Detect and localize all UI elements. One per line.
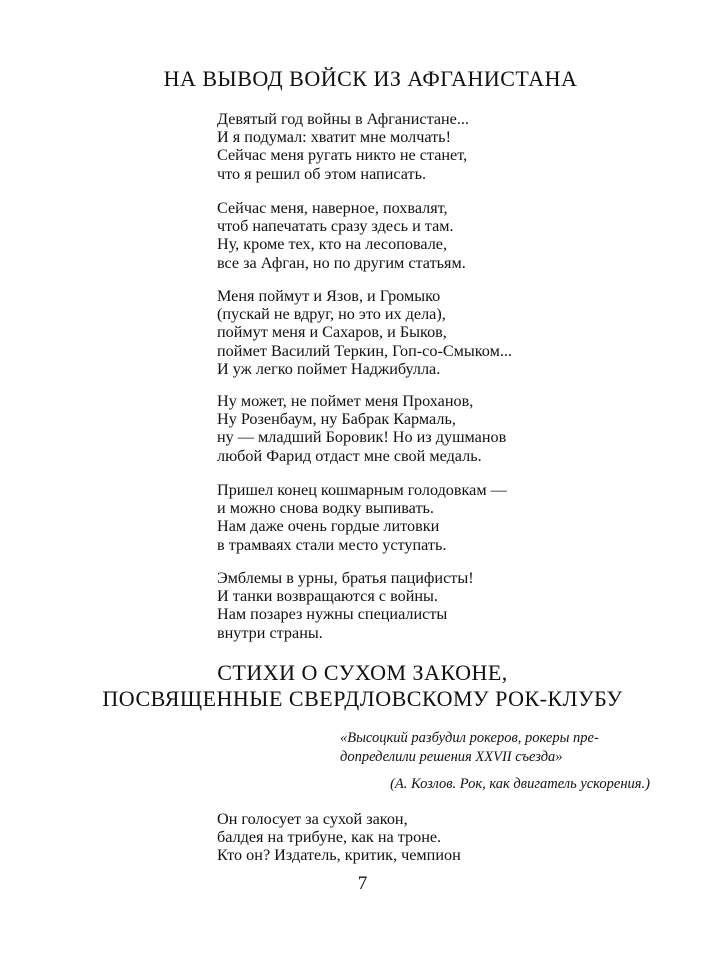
verse-line: Ну, кроме тех, кто на лесоповале, [217,235,448,254]
epigraph-source: (А. Козлов. Рок, как двигатель ускорения.) [390,776,650,792]
verse-line: и можно снова водку выпивать. [217,499,434,518]
verse-line: что я решил об этом написать. [217,164,427,183]
verse-line: Эмблемы в урны, братья пацифисты! [217,569,474,587]
verse-line: (пускай не вдруг, но это их дела), [217,305,446,324]
verse-line: ну — младший Боровик! Но из душманов [217,428,507,447]
verse-line: Кто он? Издатель, критик, чемпион [217,846,461,865]
verse-line: балдея на трибуне, как на троне. [217,828,442,847]
verse-line: поймет Василий Теркин, Гоп-со-Смыком... [217,341,512,360]
verse-line: И я подумал: хватит мне молчать! [217,128,451,147]
verse-line: Сейчас меня ругать никто не станет, [217,146,468,165]
stanza-4 [217,392,647,465]
stanza-3 [217,287,647,378]
epigraph-line: «Высоцкий разбудил рокеров, рокеры пре- [340,730,599,746]
verse-line: в трамваях стали место уступать. [217,535,447,554]
page-number: 7 [357,873,368,894]
stanza-1 [217,110,647,183]
epigraph-line: допределили решения XXVII съезда» [340,749,563,765]
verse-line: Нам даже очень гордые литовки [217,517,440,536]
stanza-5 [217,481,647,554]
poem-title-afghanistan: НА ВЫВОД ВОЙСК ИЗ АФГАНИСТАНА [163,66,578,91]
verse-line: Нам позарез нужны специалисты [217,605,448,624]
stanza-dry-law-1 [217,810,647,865]
verse-line: Девятый год войны в Афганистане... [217,110,470,128]
epigraph [340,729,660,767]
verse-line: Ну Розенбаум, ну Бабрак Кармаль, [217,410,456,429]
verse-line: Меня поймут и Язов, и Громыко [217,287,441,305]
verse-line: И уж легко поймет Наджибулла. [217,359,441,378]
verse-line: поймут меня и Сахаров, и Быков, [217,323,447,342]
verse-line: Пришел конец кошмарным голодовкам — [217,481,507,499]
verse-line: Он голосует за сухой закон, [217,810,408,828]
verse-line: внутри страны. [217,623,323,642]
verse-line: И танки возвращаются с войны. [217,587,438,606]
stanza-2 [217,199,647,272]
title-line: ПОСВЯЩЕННЫЕ СВЕРДЛОВСКОМУ РОК-КЛУБУ [102,686,623,711]
stanza-6 [217,569,647,642]
poem-title-dry-law [0,660,725,712]
verse-line: все за Афган, но по другим статьям. [217,253,466,272]
verse-line: любой Фарид отдаст мне свой медаль. [217,446,482,465]
verse-line: Сейчас меня, наверное, похвалят, [217,199,448,217]
verse-line: Ну может, не поймет меня Проханов, [217,392,474,410]
title-line: СТИХИ О СУХОМ ЗАКОНЕ, [217,660,508,685]
verse-line: чтоб напечатать сразу здесь и там. [217,217,454,236]
